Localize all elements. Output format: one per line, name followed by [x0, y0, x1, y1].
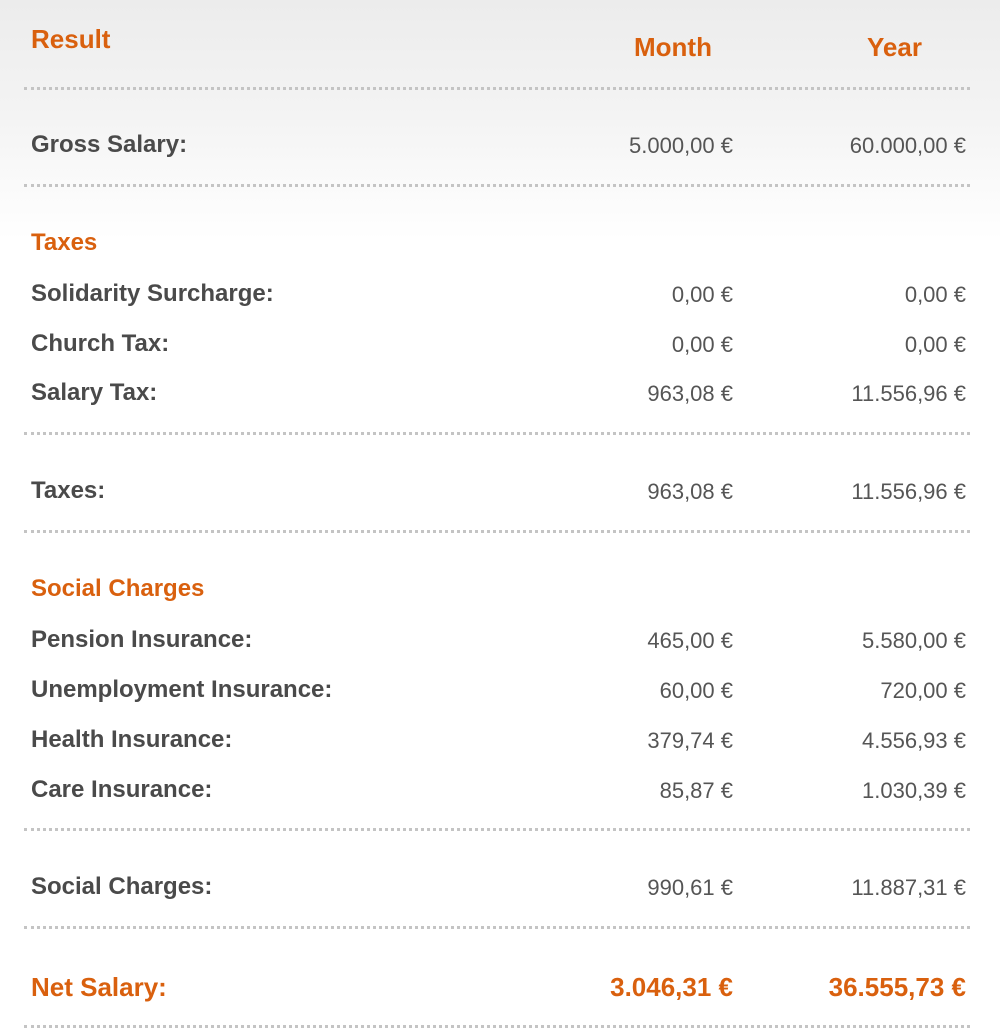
health-insurance-month: 379,74 € [647, 728, 733, 753]
salary-tax-year: 11.556,96 € [851, 381, 966, 406]
divider [24, 184, 970, 187]
unemployment-insurance-month: 60,00 € [659, 678, 733, 703]
church-tax-year: 0,00 € [904, 332, 966, 357]
care-insurance-label: Care Insurance: [31, 776, 213, 803]
church-tax-month: 0,00 € [671, 332, 733, 357]
net-salary-month: 3.046,31 € [610, 972, 733, 1002]
year-column-header: Year [867, 32, 922, 62]
social-charges-section-title: Social Charges [31, 575, 205, 602]
social-charges-total-month: 990,61 € [647, 875, 733, 900]
month-column-header: Month [634, 32, 712, 62]
taxes-section-title: Taxes [31, 229, 98, 256]
divider [24, 432, 970, 435]
social-charges-total-year: 11.887,31 € [851, 875, 966, 900]
taxes-total-month: 963,08 € [647, 479, 733, 504]
salary-tax-label: Salary Tax: [31, 379, 158, 406]
care-insurance-year: 1.030,39 € [862, 778, 966, 803]
pension-insurance-label: Pension Insurance: [31, 626, 253, 653]
gross-salary-month: 5.000,00 € [629, 133, 733, 158]
solidarity-surcharge-month: 0,00 € [671, 282, 733, 307]
social-charges-total-label: Social Charges: [31, 873, 213, 900]
solidarity-surcharge-label: Solidarity Surcharge: [31, 280, 274, 307]
solidarity-surcharge-year: 0,00 € [904, 282, 966, 307]
pension-insurance-month: 465,00 € [647, 628, 733, 653]
divider [24, 1025, 970, 1028]
health-insurance-label: Health Insurance: [31, 726, 233, 753]
gross-salary-label: Gross Salary: [31, 131, 188, 158]
unemployment-insurance-year: 720,00 € [880, 678, 966, 703]
result-heading: Result [31, 24, 111, 54]
divider [24, 87, 970, 90]
taxes-total-year: 11.556,96 € [851, 479, 966, 504]
taxes-total-label: Taxes: [31, 477, 106, 504]
health-insurance-year: 4.556,93 € [862, 728, 966, 753]
pension-insurance-year: 5.580,00 € [862, 628, 966, 653]
care-insurance-month: 85,87 € [659, 778, 733, 803]
divider [24, 530, 970, 533]
divider [24, 926, 970, 929]
net-salary-label: Net Salary: [31, 972, 167, 1002]
divider [24, 828, 970, 831]
church-tax-label: Church Tax: [31, 330, 170, 357]
net-salary-year: 36.555,73 € [828, 972, 966, 1002]
salary-tax-month: 963,08 € [647, 381, 733, 406]
unemployment-insurance-label: Unemployment Insurance: [31, 676, 333, 703]
gross-salary-year: 60.000,00 € [849, 133, 966, 158]
